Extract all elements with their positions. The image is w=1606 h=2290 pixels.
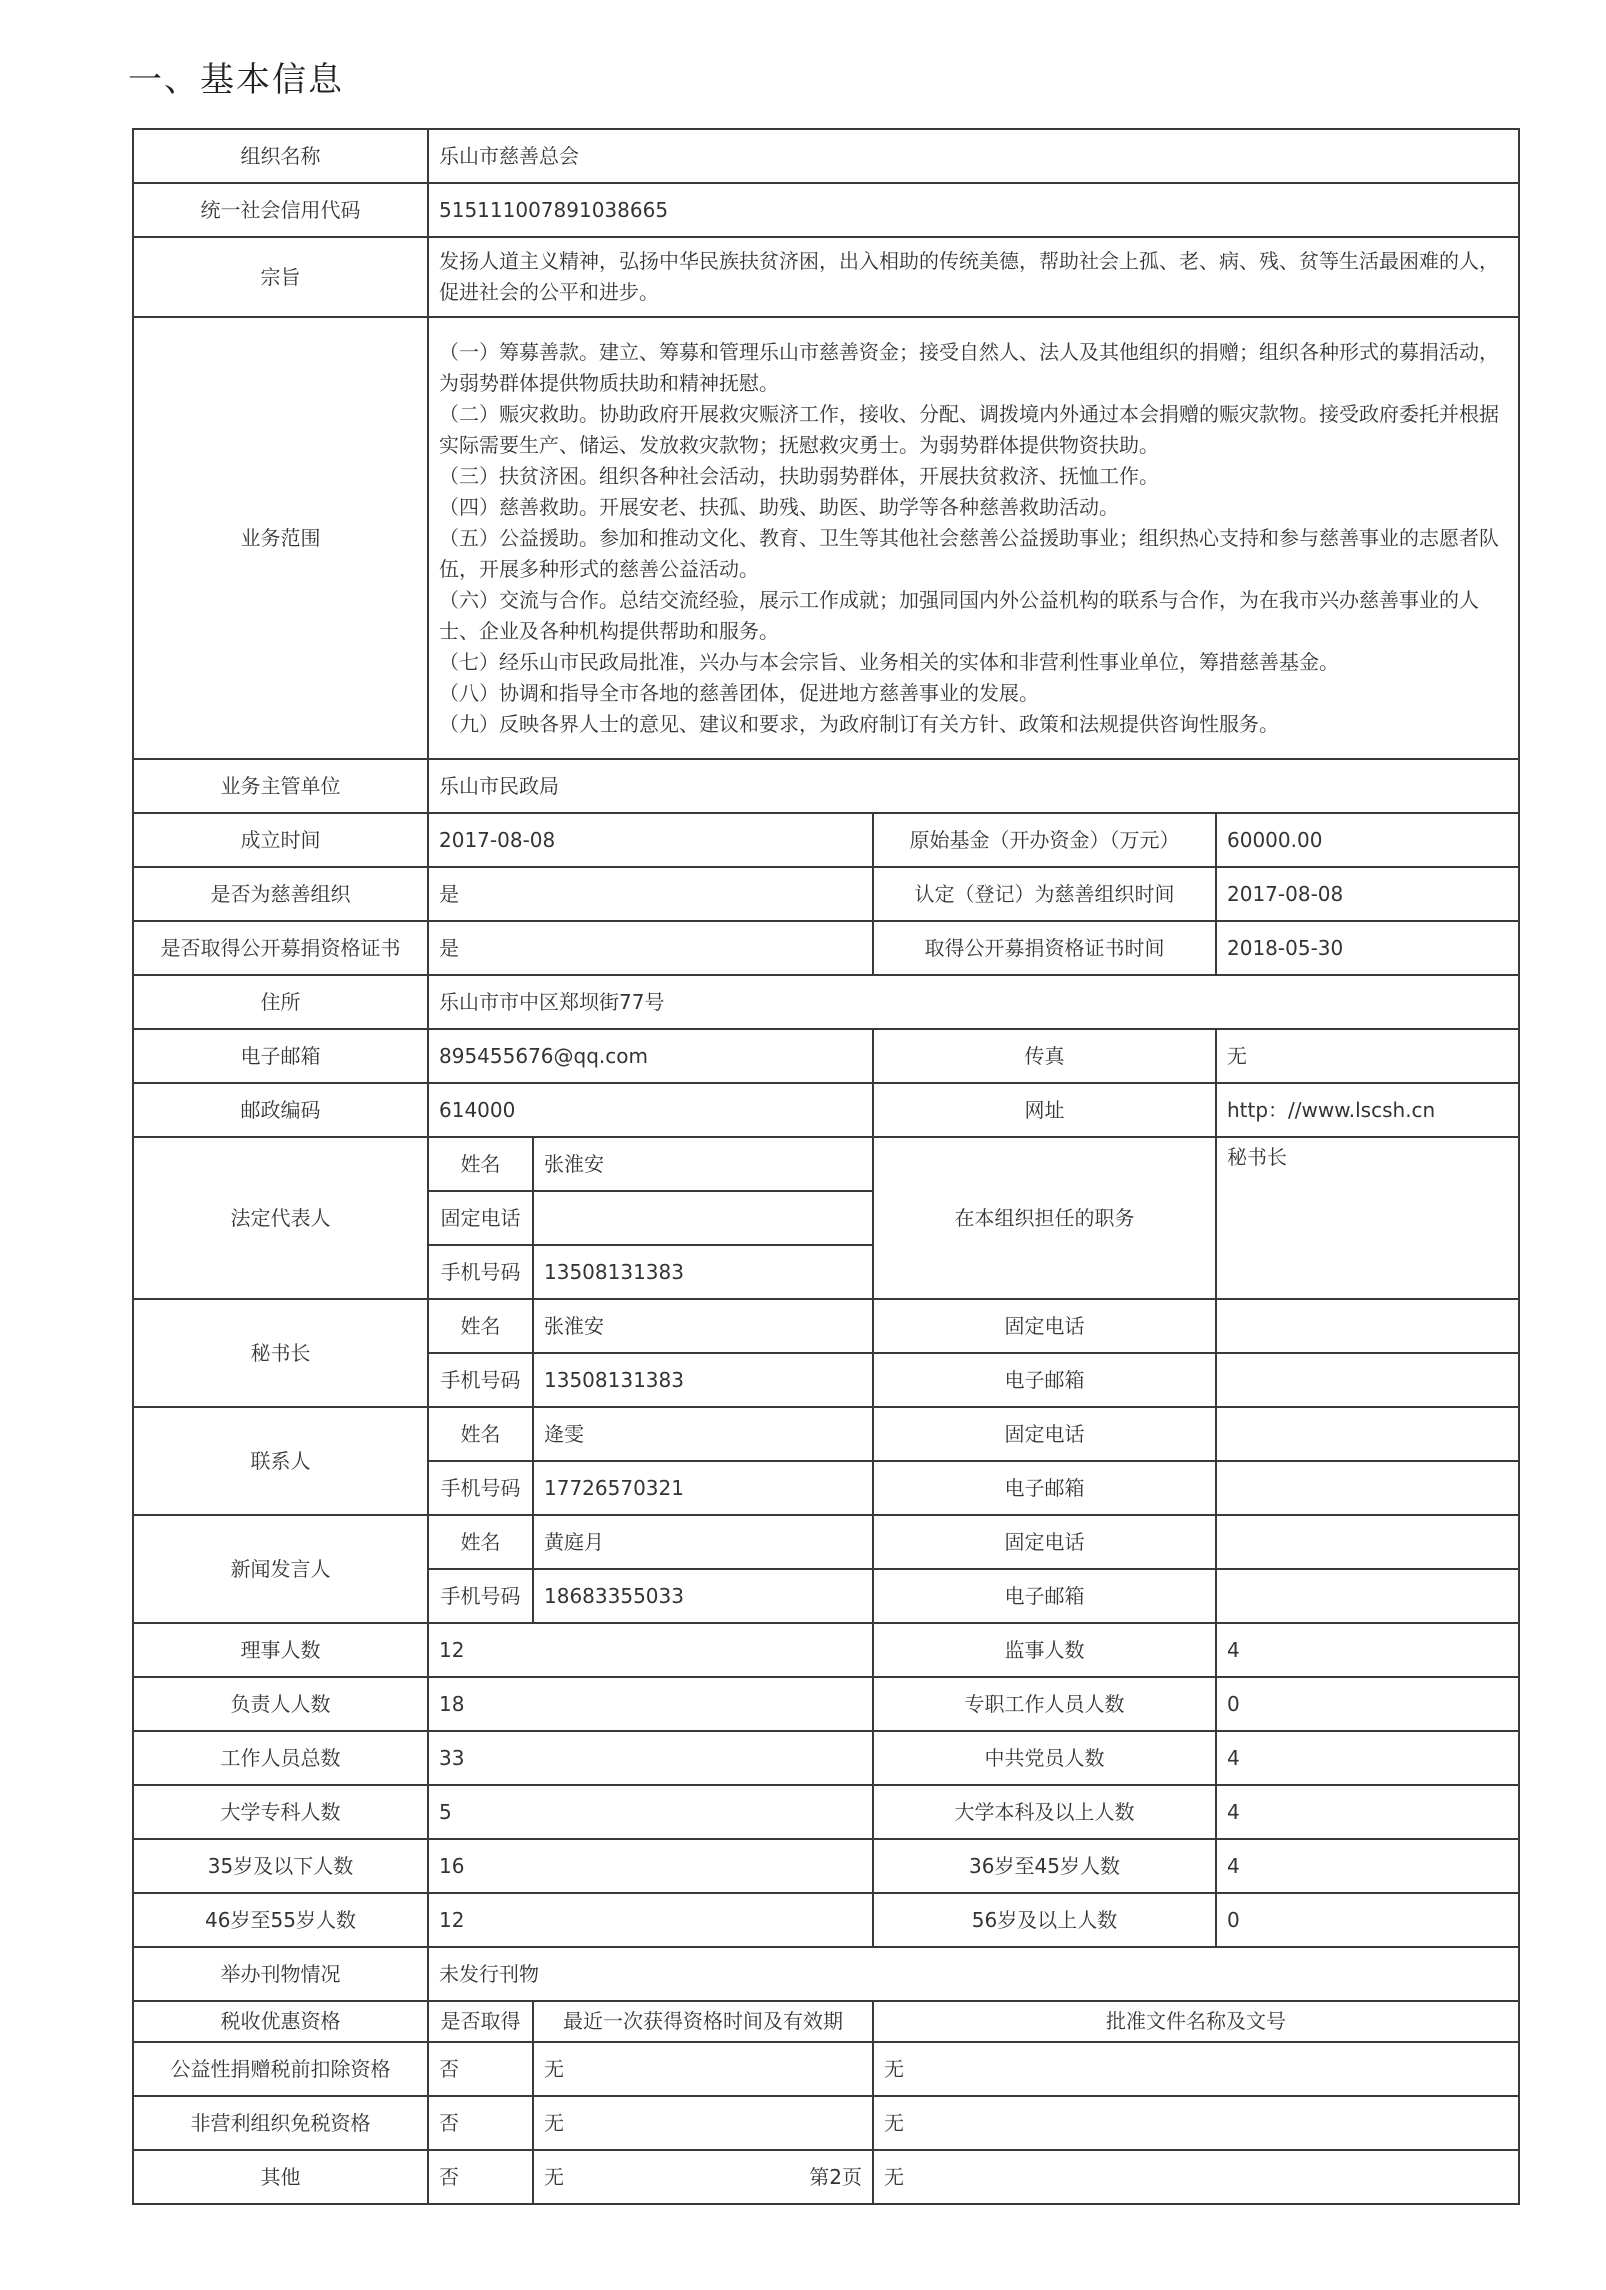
row-address	[133, 975, 1519, 1029]
tax-time-cell	[533, 2150, 873, 2204]
row-stats	[133, 1677, 1519, 1731]
row-is-charity	[133, 867, 1519, 921]
stat-value: 0	[1216, 1893, 1519, 1947]
label-org-name: 组织名称	[133, 129, 428, 183]
label-fax: 传真	[873, 1029, 1216, 1083]
label-address: 住所	[133, 975, 428, 1029]
label-charity-date: 认定（登记）为慈善组织时间	[873, 867, 1216, 921]
tax-time: 无	[533, 2042, 873, 2096]
value-website: http：//www.lscsh.cn	[1216, 1083, 1519, 1137]
scope-item: （二）赈灾救助。协助政府开展救灾赈济工作，接收、分配、调拨境内外通过本会捐赠的赈灾款物。接受政府委托并根据实际需要生产、储运、发放救灾款物；抚慰救灾勇士。为弱势群体提供物资扶助。	[439, 401, 1499, 457]
stat-label: 大学本科及以上人数	[873, 1785, 1216, 1839]
stat-value: 4	[1216, 1785, 1519, 1839]
value-fundraise-date: 2018-05-30	[1216, 921, 1519, 975]
label-email: 电子邮箱	[873, 1569, 1216, 1623]
stat-value: 0	[1216, 1677, 1519, 1731]
label-email: 电子邮箱	[873, 1461, 1216, 1515]
row-stats	[133, 1731, 1519, 1785]
stat-label: 46岁至55岁人数	[133, 1893, 428, 1947]
label-fundraise: 是否取得公开募捐资格证书	[133, 921, 428, 975]
value-spokes-email	[1216, 1569, 1519, 1623]
stat-label: 监事人数	[873, 1623, 1216, 1677]
col-doc: 批准文件名称及文号	[873, 2001, 1519, 2042]
value-fax: 无	[1216, 1029, 1519, 1083]
row-stats	[133, 1785, 1519, 1839]
tax-label: 非营利组织免税资格	[133, 2096, 428, 2150]
row-supervisor	[133, 759, 1519, 813]
tax-label: 公益性捐赠税前扣除资格	[133, 2042, 428, 2096]
row-stats	[133, 1623, 1519, 1677]
stat-label: 35岁及以下人数	[133, 1839, 428, 1893]
label-mobile: 手机号码	[428, 1353, 533, 1407]
stat-label: 36岁至45岁人数	[873, 1839, 1216, 1893]
value-contact-name: 逄雯	[533, 1407, 873, 1461]
value-spokes-mobile: 18683355033	[533, 1569, 873, 1623]
scope-item: （九）反映各界人士的意见、建议和要求，为政府制订有关方针、政策和法规提供咨询性服务。	[439, 711, 1279, 736]
stat-value: 4	[1216, 1623, 1519, 1677]
scope-item: （四）慈善救助。开展安老、扶孤、助残、助医、助学等各种慈善救助活动。	[439, 494, 1119, 519]
row-email	[133, 1029, 1519, 1083]
label-email: 电子邮箱	[873, 1353, 1216, 1407]
value-contact-landline	[1216, 1407, 1519, 1461]
value-scope	[428, 317, 1519, 759]
stat-label: 56岁及以上人数	[873, 1893, 1216, 1947]
tax-doc: 无	[873, 2042, 1519, 2096]
tax-obtained: 否	[428, 2150, 533, 2204]
tax-doc: 无	[873, 2150, 1519, 2204]
stat-label: 中共党员人数	[873, 1731, 1216, 1785]
row-secretary-name	[133, 1299, 1519, 1353]
label-fund: 原始基金（开办资金）（万元）	[873, 813, 1216, 867]
value-fundraise: 是	[428, 921, 873, 975]
value-supervisor: 乐山市民政局	[428, 759, 1519, 813]
value-email: 895455676@qq.com	[428, 1029, 873, 1083]
row-org-name	[133, 129, 1519, 183]
stat-value: 16	[428, 1839, 873, 1893]
label-fundraise-date: 取得公开募捐资格证书时间	[873, 921, 1216, 975]
value-charity-date: 2017-08-08	[1216, 867, 1519, 921]
scope-item: （五）公益援助。参加和推动文化、教育、卫生等其他社会慈善公益援助事业；组织热心支持和参与慈善事业的志愿者队伍，开展多种形式的慈善公益活动。	[439, 525, 1499, 581]
label-tax: 税收优惠资格	[133, 2001, 428, 2042]
value-org-name: 乐山市慈善总会	[428, 129, 1519, 183]
label-purpose: 宗旨	[133, 237, 428, 317]
label-supervisor: 业务主管单位	[133, 759, 428, 813]
tax-obtained: 否	[428, 2042, 533, 2096]
row-credit-code	[133, 183, 1519, 237]
row-tax-header	[133, 2001, 1519, 2042]
label-landline: 固定电话	[428, 1191, 533, 1245]
row-stats	[133, 1893, 1519, 1947]
value-credit-code: 51511100789103866​5	[428, 183, 1519, 237]
row-founded	[133, 813, 1519, 867]
value-legal-position: 秘书长	[1216, 1137, 1519, 1299]
col-time: 最近一次获得资格时间及有效期	[533, 2001, 873, 2042]
label-name: 姓名	[428, 1407, 533, 1461]
label-mobile: 手机号码	[428, 1569, 533, 1623]
label-secretary: 秘书长	[133, 1299, 428, 1407]
label-landline: 固定电话	[873, 1515, 1216, 1569]
value-publication: 未发行刊物	[428, 1947, 1519, 2001]
tax-time: 无	[544, 2164, 564, 2189]
label-email: 电子邮箱	[133, 1029, 428, 1083]
value-legal-landline	[533, 1191, 873, 1245]
stat-label: 理事人数	[133, 1623, 428, 1677]
page-number: 第2页	[809, 2164, 862, 2189]
row-publication	[133, 1947, 1519, 2001]
col-obtained: 是否取得	[428, 2001, 533, 2042]
label-landline: 固定电话	[873, 1299, 1216, 1353]
basic-info-table	[132, 128, 1520, 2205]
tax-time: 无	[533, 2096, 873, 2150]
value-secretary-email	[1216, 1353, 1519, 1407]
label-legal-position: 在本组织担任的职务	[873, 1137, 1216, 1299]
label-spokesperson: 新闻发言人	[133, 1515, 428, 1623]
stat-value: 12	[428, 1893, 873, 1947]
value-legal-name: 张淮安	[533, 1137, 873, 1191]
value-secretary-mobile: 13508131383	[533, 1353, 873, 1407]
tax-doc: 无	[873, 2096, 1519, 2150]
row-legal-name	[133, 1137, 1519, 1191]
value-legal-mobile: 13508131383	[533, 1245, 873, 1299]
row-scope	[133, 317, 1519, 759]
row-contact-name	[133, 1407, 1519, 1461]
row-zip	[133, 1083, 1519, 1137]
stat-value: 5	[428, 1785, 873, 1839]
label-credit-code: 统一社会信用代码	[133, 183, 428, 237]
stat-label: 负责人人数	[133, 1677, 428, 1731]
value-contact-mobile: 17726570321	[533, 1461, 873, 1515]
tax-obtained: 否	[428, 2096, 533, 2150]
value-secretary-landline	[1216, 1299, 1519, 1353]
value-fund: 60000.00	[1216, 813, 1519, 867]
label-legal-rep: 法定代表人	[133, 1137, 428, 1299]
scope-item: （三）扶贫济困。组织各种社会活动，扶助弱势群体，开展扶贫救济、抚恤工作。	[439, 463, 1159, 488]
row-stats	[133, 1839, 1519, 1893]
stat-value: 4	[1216, 1731, 1519, 1785]
row-purpose	[133, 237, 1519, 317]
label-landline: 固定电话	[873, 1407, 1216, 1461]
scope-item: （八）协调和指导全市各地的慈善团体，促进地方慈善事业的发展。	[439, 680, 1039, 705]
label-name: 姓名	[428, 1137, 533, 1191]
stat-value: 18	[428, 1677, 873, 1731]
label-contact: 联系人	[133, 1407, 428, 1515]
row-tax	[133, 2150, 1519, 2204]
row-tax	[133, 2096, 1519, 2150]
row-tax	[133, 2042, 1519, 2096]
stat-label: 专职工作人员人数	[873, 1677, 1216, 1731]
stat-label: 大学专科人数	[133, 1785, 428, 1839]
row-spokes-name	[133, 1515, 1519, 1569]
value-secretary-name: 张淮安	[533, 1299, 873, 1353]
label-name: 姓名	[428, 1515, 533, 1569]
label-publication: 举办刊物情况	[133, 1947, 428, 2001]
value-zip: 614000	[428, 1083, 873, 1137]
value-founded: 2017-08-08	[428, 813, 873, 867]
value-purpose: 发扬人道主义精神，弘扬中华民族扶贫济困，出入相助的传统美德，帮助社会上孤、老、病、残、贫等生活最困难的人，促进社会的公平和进步。	[428, 237, 1519, 317]
value-spokes-landline	[1216, 1515, 1519, 1569]
label-founded: 成立时间	[133, 813, 428, 867]
label-zip: 邮政编码	[133, 1083, 428, 1137]
scope-item: （六）交流与合作。总结交流经验，展示工作成就；加强同国内外公益机构的联系与合作，为在我市兴办慈善事业的人士、企业及各种机构提供帮助和服务。	[439, 587, 1479, 643]
stat-value: 4	[1216, 1839, 1519, 1893]
value-is-charity: 是	[428, 867, 873, 921]
tax-label: 其他	[133, 2150, 428, 2204]
label-mobile: 手机号码	[428, 1245, 533, 1299]
scope-item: （一）筹募善款。建立、筹募和管理乐山市慈善资金；接受自然人、法人及其他组织的捐赠；组织各种形式的募捐活动，为弱势群体提供物质扶助和精神抚慰。	[439, 339, 1499, 395]
value-contact-email	[1216, 1461, 1519, 1515]
label-mobile: 手机号码	[428, 1461, 533, 1515]
stat-value: 12	[428, 1623, 873, 1677]
label-scope: 业务范围	[133, 317, 428, 759]
label-website: 网址	[873, 1083, 1216, 1137]
scope-item: （七）经乐山市民政局批准，兴办与本会宗旨、业务相关的实体和非营利性事业单位，筹措慈善基金。	[439, 649, 1339, 674]
value-spokes-name: 黄庭月	[533, 1515, 873, 1569]
value-address: 乐山市市中区郑坝街77号	[428, 975, 1519, 1029]
label-name: 姓名	[428, 1299, 533, 1353]
stat-label: 工作人员总数	[133, 1731, 428, 1785]
stat-value: 33	[428, 1731, 873, 1785]
label-is-charity: 是否为慈善组织	[133, 867, 428, 921]
row-fundraise	[133, 921, 1519, 975]
section-heading: 一、基本信息	[128, 60, 344, 100]
